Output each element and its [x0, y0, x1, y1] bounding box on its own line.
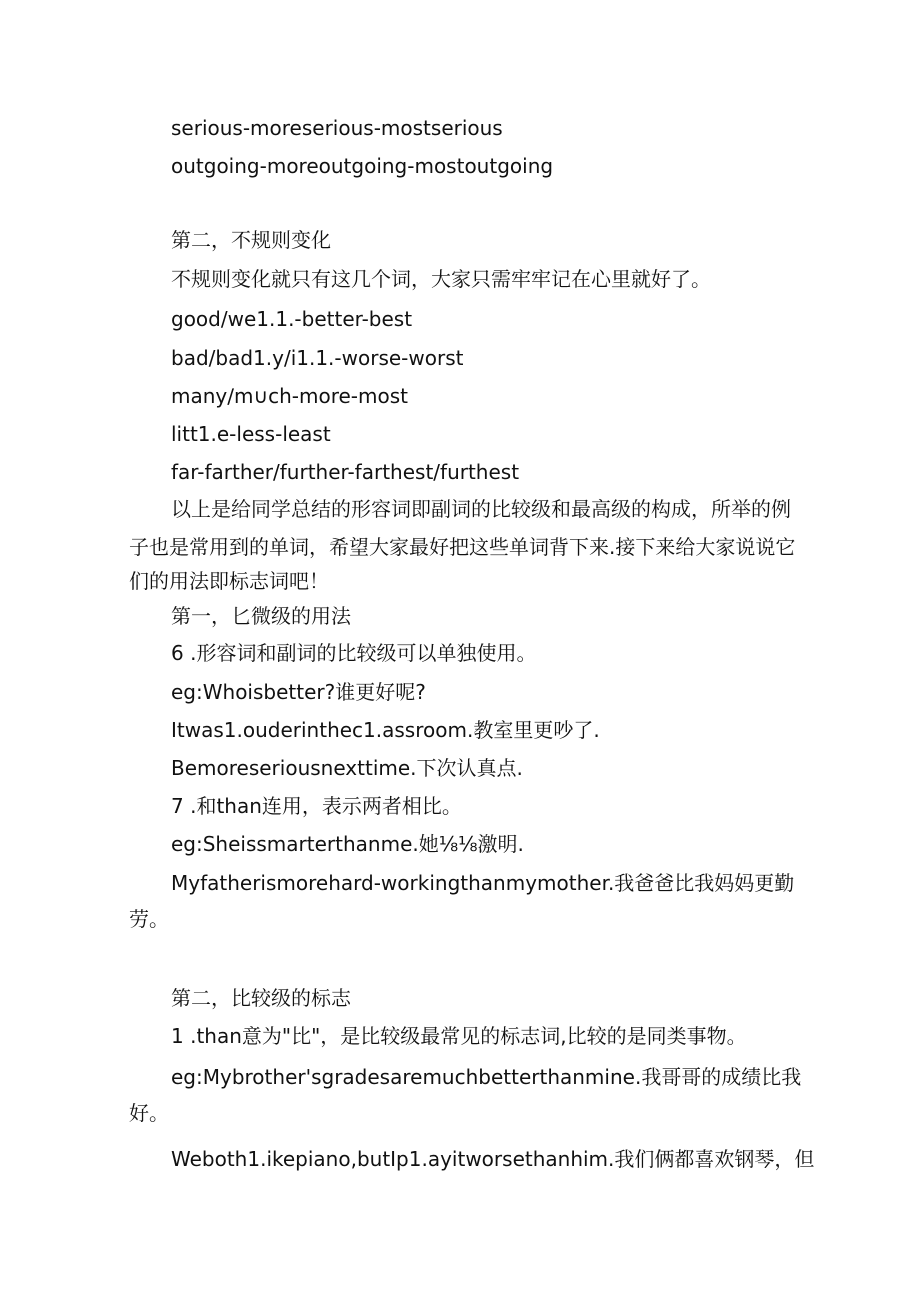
- text-line: 不规则变化就只有这几个词，大家只需牢牢记在心里就好了。: [171, 267, 711, 291]
- text-line: eg:Whoisbetter?谁更好呢?: [171, 680, 426, 704]
- text-line: many∕m∪ch-more-most: [171, 384, 409, 408]
- paragraph-line: 们的用法即标志词吧！: [129, 569, 329, 593]
- paragraph-line: 以上是给同学总结的形容词即副词的比较级和最高级的构成，所举的例: [171, 497, 791, 521]
- text-line: 7 .和than连用，表示两者相比。: [171, 794, 462, 818]
- text-line: Bemoreseriousnexttime.下次认真点.: [171, 756, 523, 780]
- text-line: Weboth1.ikepiano,butIp1.ayitworsethanhim.我们俩都喜欢钢琴，但: [171, 1147, 815, 1171]
- text-line: serious-moreserious-mostserious: [171, 116, 503, 140]
- section-heading: 第一，匕微级的用法: [171, 604, 351, 628]
- text-line: 好。: [129, 1101, 169, 1125]
- text-line: outgoing-moreoutgoing-mostoutgoing: [171, 154, 554, 178]
- text-line: eg:Sheissmarterthanme.她⅛⅛激明.: [171, 832, 524, 856]
- section-heading: 第二，比较级的标志: [171, 986, 351, 1010]
- paragraph-line: 子也是常用到的单词，希望大家最好把这些单词背下来.接下来给大家说说它: [129, 535, 796, 559]
- section-heading: 第二，不规则变化: [171, 228, 331, 252]
- text-line: bad/bad1.y/i1.1.-worse-worst: [171, 346, 464, 370]
- text-line: far-farther/further-farthest/furthest: [171, 460, 520, 484]
- text-line: litt1.e-less-least: [171, 422, 331, 446]
- text-line: good/we1.1.-better-best: [171, 307, 413, 331]
- text-line: 1 .than意为"比"，是比较级最常见的标志词,比较的是同类事物。: [171, 1024, 747, 1048]
- text-line: 6 .形容词和副词的比较级可以单独使用。: [171, 641, 537, 665]
- text-line: 劳。: [129, 907, 169, 931]
- text-line: Myfatherismorehard-workingthanmymother.我爸爸比我妈妈更勤: [171, 871, 795, 895]
- text-line: Itwas1.ouderinthec1.assroom.教室里更吵了.: [171, 718, 600, 742]
- text-line: eg:Mybrother'sgradesaremuchbetterthanmine.我哥哥的成绩比我: [171, 1065, 802, 1089]
